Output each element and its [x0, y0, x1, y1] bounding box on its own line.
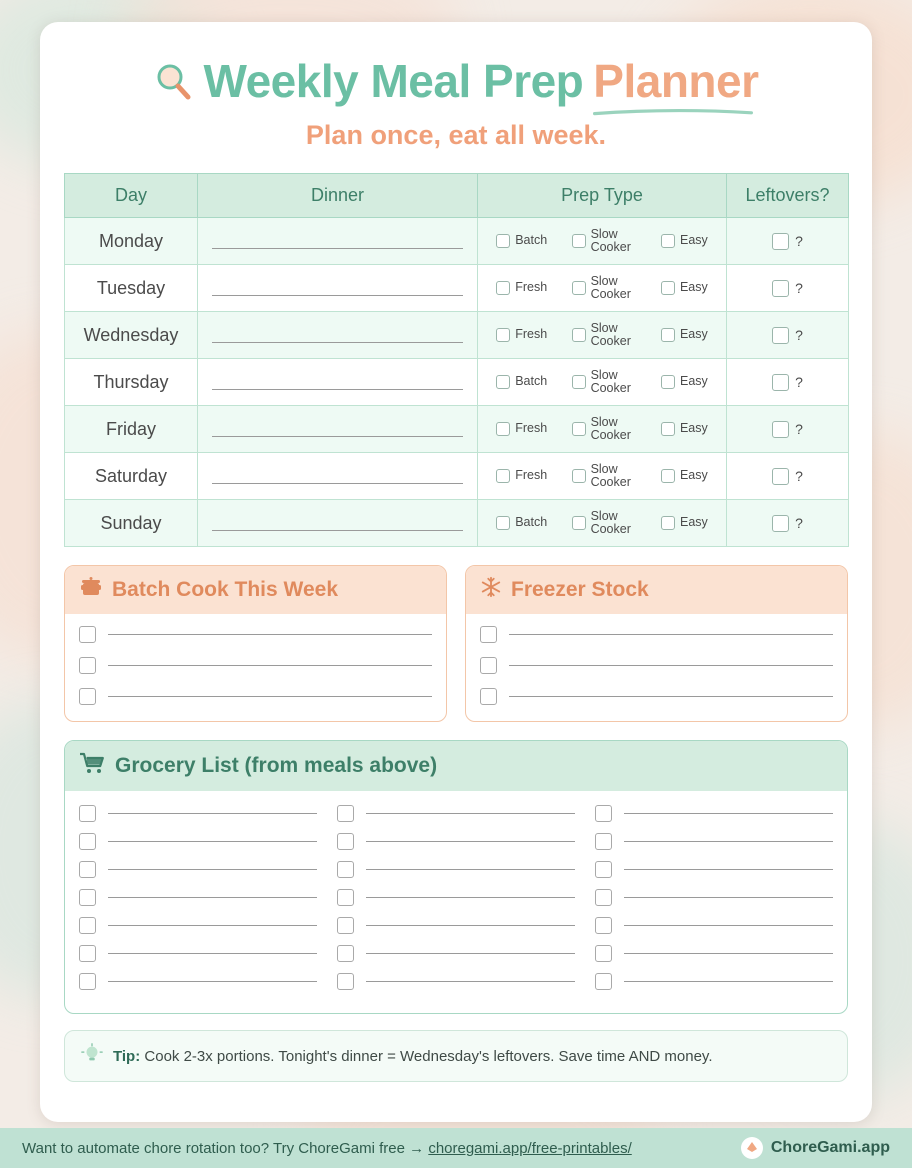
prep-option-label: Slow Cooker: [590, 320, 631, 348]
write-line: [509, 665, 833, 666]
write-line: [212, 389, 463, 390]
grocery-list-title: Grocery List (from meals above): [115, 754, 438, 777]
cart-icon: [79, 752, 105, 780]
leftovers-mark: ?: [795, 280, 803, 296]
write-line: [624, 869, 833, 870]
table-row: [65, 218, 849, 265]
checkbox-icon[interactable]: [337, 861, 354, 878]
prep-option-label: Fresh: [515, 468, 548, 483]
day-cell: Sunday: [65, 500, 198, 547]
checkbox-icon[interactable]: [772, 233, 789, 250]
write-line: [108, 813, 317, 814]
checkbox-icon[interactable]: [79, 889, 96, 906]
checkbox-icon[interactable]: [496, 328, 510, 342]
prep-option-label: Slow Cooker: [590, 273, 631, 301]
prep-option-label: Easy: [679, 374, 708, 389]
checkbox-icon[interactable]: [496, 281, 510, 295]
write-line: [366, 981, 575, 982]
prep-option-label: Easy: [679, 515, 708, 530]
leftovers-cell: [727, 406, 849, 453]
table-row: [65, 500, 849, 547]
grocery-list-panel: [64, 740, 848, 1014]
freezer-stock-panel: [465, 565, 848, 722]
prep-option[interactable]: [572, 369, 637, 395]
day-cell: Saturday: [65, 453, 198, 500]
dinner-input-cell[interactable]: [198, 406, 478, 453]
batch-cook-item[interactable]: [79, 657, 432, 674]
prep-type-cell: [478, 500, 727, 547]
checkbox-icon[interactable]: [595, 805, 612, 822]
title-accent-text: [593, 54, 758, 108]
checkbox-icon[interactable]: [661, 234, 675, 248]
grocery-item[interactable]: [79, 945, 317, 962]
header-dinner: Dinner: [198, 174, 478, 218]
write-line: [108, 696, 432, 697]
checkbox-icon[interactable]: [337, 833, 354, 850]
prep-option-label: Fresh: [515, 421, 548, 436]
prep-option[interactable]: [496, 516, 547, 530]
snowflake-icon: [480, 576, 502, 604]
batch-cook-lines: [65, 614, 446, 721]
grocery-item[interactable]: [79, 973, 317, 990]
write-line: [212, 295, 463, 296]
checkbox-icon[interactable]: [772, 374, 789, 391]
checkbox-icon[interactable]: [595, 973, 612, 990]
checkbox-icon[interactable]: [79, 945, 96, 962]
grocery-item[interactable]: [595, 861, 833, 878]
footer-promo: [22, 1140, 632, 1157]
prep-type-cell: [478, 359, 727, 406]
day-cell: Friday: [65, 406, 198, 453]
prep-option[interactable]: [661, 234, 708, 248]
pot-icon: [79, 576, 103, 604]
checkbox-icon[interactable]: [772, 515, 789, 532]
freezer-stock-item[interactable]: [480, 626, 833, 643]
prep-option[interactable]: [496, 469, 547, 483]
prep-option-label: Easy: [679, 468, 708, 483]
dinner-input-cell[interactable]: [198, 453, 478, 500]
title-accent-label: Planner: [593, 55, 759, 107]
checkbox-icon[interactable]: [79, 861, 96, 878]
leftovers-cell: [727, 312, 849, 359]
grocery-item[interactable]: [337, 889, 575, 906]
meal-planner-table: [64, 173, 849, 547]
grocery-item[interactable]: [337, 805, 575, 822]
prep-option-label: Fresh: [515, 327, 548, 342]
checkbox-icon[interactable]: [337, 889, 354, 906]
checkbox-icon[interactable]: [661, 516, 675, 530]
day-cell: Thursday: [65, 359, 198, 406]
checkbox-icon[interactable]: [572, 375, 586, 389]
header-prep-type: Prep Type: [478, 174, 727, 218]
choregami-mark-icon: [741, 1137, 763, 1159]
table-row: [65, 265, 849, 312]
prep-option-label: Easy: [679, 327, 708, 342]
checkbox-icon[interactable]: [572, 516, 586, 530]
grocery-item[interactable]: [79, 917, 317, 934]
prep-type-cell: [478, 453, 727, 500]
leftovers-cell: [727, 359, 849, 406]
leftovers-cell: [727, 265, 849, 312]
write-line: [624, 981, 833, 982]
prep-option-label: Batch: [515, 233, 548, 248]
write-line: [624, 953, 833, 954]
write-line: [108, 869, 317, 870]
freezer-stock-header: [466, 566, 847, 614]
checkbox-icon[interactable]: [595, 917, 612, 934]
grocery-item[interactable]: [595, 945, 833, 962]
checkbox-icon[interactable]: [79, 917, 96, 934]
grocery-item[interactable]: [79, 889, 317, 906]
checkbox-icon[interactable]: [661, 328, 675, 342]
grocery-item[interactable]: [595, 917, 833, 934]
day-cell: Monday: [65, 218, 198, 265]
grocery-item[interactable]: [79, 833, 317, 850]
checkbox-icon[interactable]: [480, 657, 497, 674]
freezer-stock-lines: [466, 614, 847, 721]
checkbox-icon[interactable]: [572, 469, 586, 483]
grocery-column: [337, 805, 575, 1001]
tip-label: Tip:: [113, 1047, 141, 1065]
checkbox-icon[interactable]: [79, 833, 96, 850]
grocery-column: [595, 805, 833, 1001]
checkbox-icon[interactable]: [572, 234, 586, 248]
checkbox-icon[interactable]: [480, 626, 497, 643]
write-line: [624, 897, 833, 898]
grocery-item[interactable]: [337, 861, 575, 878]
lightbulb-icon: [81, 1043, 103, 1069]
prep-option[interactable]: [661, 375, 708, 389]
prep-option[interactable]: [572, 510, 637, 536]
prep-option-label: Easy: [679, 280, 708, 295]
grocery-column: [79, 805, 317, 1001]
checkbox-icon[interactable]: [337, 805, 354, 822]
page-title: [64, 54, 848, 108]
prep-option-label: Fresh: [515, 280, 548, 295]
grocery-item[interactable]: [595, 889, 833, 906]
prep-option[interactable]: [661, 469, 708, 483]
table-row: [65, 453, 849, 500]
prep-option-label: Slow Cooker: [590, 508, 631, 536]
checkbox-icon[interactable]: [337, 973, 354, 990]
prep-option[interactable]: [496, 234, 547, 248]
checkbox-icon[interactable]: [595, 889, 612, 906]
write-line: [624, 841, 833, 842]
checkbox-icon[interactable]: [496, 234, 510, 248]
checkbox-icon[interactable]: [661, 375, 675, 389]
write-line: [108, 981, 317, 982]
checkbox-icon[interactable]: [772, 327, 789, 344]
prep-option[interactable]: [496, 375, 547, 389]
prep-option[interactable]: [661, 281, 708, 295]
checkbox-icon[interactable]: [337, 917, 354, 934]
write-line: [509, 634, 833, 635]
swoosh-underline-icon: [593, 108, 753, 116]
prep-type-cell: [478, 265, 727, 312]
checkbox-icon[interactable]: [79, 626, 96, 643]
footer-text: Want to automate chore rotation too? Try ChoreGami free →: [22, 1139, 425, 1157]
checkbox-icon[interactable]: [572, 422, 586, 436]
prep-option-label: Batch: [515, 515, 548, 530]
checkbox-icon[interactable]: [496, 469, 510, 483]
prep-option-label: Easy: [679, 421, 708, 436]
write-line: [366, 813, 575, 814]
prep-option-label: Slow Cooker: [590, 367, 631, 395]
dinner-input-cell[interactable]: [198, 500, 478, 547]
checkbox-icon[interactable]: [496, 375, 510, 389]
grocery-item[interactable]: [595, 973, 833, 990]
title-main-text: Weekly Meal Prep: [203, 55, 584, 107]
grocery-item[interactable]: [595, 805, 833, 822]
write-line: [212, 436, 463, 437]
tip-text: Cook 2-3x portions. Tonight's dinner = Wednesday's leftovers. Save time AND money.: [144, 1047, 713, 1065]
table-row: [65, 312, 849, 359]
prep-type-cell: [478, 218, 727, 265]
grocery-item[interactable]: [337, 833, 575, 850]
prep-option[interactable]: [661, 516, 708, 530]
prep-option[interactable]: [661, 328, 708, 342]
write-line: [108, 665, 432, 666]
header-leftovers: Leftovers?: [727, 174, 849, 218]
printable-page: [40, 22, 872, 1122]
prep-option[interactable]: [572, 228, 637, 254]
write-line: [212, 483, 463, 484]
leftovers-cell: [727, 218, 849, 265]
subtitle: Plan once, eat all week.: [305, 120, 607, 150]
prep-type-cell: [478, 406, 727, 453]
prep-option[interactable]: [496, 328, 547, 342]
dinner-input-cell[interactable]: [198, 265, 478, 312]
checkbox-icon[interactable]: [661, 281, 675, 295]
write-line: [108, 897, 317, 898]
prep-option[interactable]: [572, 322, 637, 348]
brand-logo[interactable]: [741, 1137, 890, 1159]
footer-bar: [0, 1128, 912, 1168]
checkbox-icon[interactable]: [661, 469, 675, 483]
checkbox-icon[interactable]: [595, 833, 612, 850]
leftovers-mark: ?: [795, 421, 803, 437]
checkbox-icon[interactable]: [772, 421, 789, 438]
prep-option-label: Slow Cooker: [590, 414, 631, 442]
grocery-item[interactable]: [595, 833, 833, 850]
checkbox-icon[interactable]: [572, 328, 586, 342]
write-line: [509, 696, 833, 697]
freezer-stock-title: Freezer Stock: [511, 578, 649, 601]
leftovers-mark: ?: [795, 327, 803, 343]
checkbox-icon[interactable]: [496, 516, 510, 530]
day-cell: Wednesday: [65, 312, 198, 359]
grocery-item[interactable]: [337, 917, 575, 934]
checkbox-icon[interactable]: [772, 280, 789, 297]
write-line: [366, 925, 575, 926]
checkbox-icon[interactable]: [595, 861, 612, 878]
grocery-list-header: [65, 741, 847, 791]
checkbox-icon[interactable]: [772, 468, 789, 485]
magnifier-icon: [153, 61, 193, 101]
dinner-input-cell[interactable]: [198, 218, 478, 265]
write-line: [212, 530, 463, 531]
leftovers-mark: ?: [795, 374, 803, 390]
prep-type-cell: [478, 312, 727, 359]
leftovers-mark: ?: [795, 515, 803, 531]
checkbox-icon[interactable]: [480, 688, 497, 705]
write-line: [366, 953, 575, 954]
leftovers-mark: ?: [795, 233, 803, 249]
write-line: [366, 897, 575, 898]
batch-cook-title: Batch Cook This Week: [112, 578, 338, 601]
table-row: [65, 406, 849, 453]
grocery-item[interactable]: [79, 861, 317, 878]
prep-option[interactable]: [496, 281, 547, 295]
dinner-input-cell[interactable]: [198, 359, 478, 406]
prep-option-label: Slow Cooker: [590, 461, 631, 489]
freezer-stock-item[interactable]: [480, 657, 833, 674]
prep-option[interactable]: [496, 422, 547, 436]
prep-option[interactable]: [661, 422, 708, 436]
checkbox-icon[interactable]: [79, 657, 96, 674]
leftovers-cell: [727, 500, 849, 547]
write-line: [108, 953, 317, 954]
footer-link[interactable]: choregami.app/free-printables/: [428, 1139, 632, 1157]
checkbox-icon[interactable]: [661, 422, 675, 436]
table-row: [65, 359, 849, 406]
leftovers-cell: [727, 453, 849, 500]
prep-option-label: Easy: [679, 233, 708, 248]
header-day: Day: [65, 174, 198, 218]
checkbox-icon[interactable]: [79, 805, 96, 822]
grocery-item[interactable]: [79, 805, 317, 822]
write-line: [108, 841, 317, 842]
batch-cook-panel: [64, 565, 447, 722]
prep-option[interactable]: [572, 275, 637, 301]
table-header-row: [65, 174, 849, 218]
checkbox-icon[interactable]: [572, 281, 586, 295]
prep-option-label: Batch: [515, 374, 548, 389]
tip-banner: [64, 1030, 848, 1082]
batch-cook-header: [65, 566, 446, 614]
checkbox-icon[interactable]: [79, 688, 96, 705]
checkbox-icon[interactable]: [595, 945, 612, 962]
write-line: [366, 869, 575, 870]
write-line: [108, 925, 317, 926]
checkbox-icon[interactable]: [337, 945, 354, 962]
batch-cook-item[interactable]: [79, 626, 432, 643]
dinner-input-cell[interactable]: [198, 312, 478, 359]
write-line: [624, 813, 833, 814]
write-line: [108, 634, 432, 635]
grocery-item[interactable]: [337, 973, 575, 990]
grocery-item[interactable]: [337, 945, 575, 962]
write-line: [366, 841, 575, 842]
brand-name: ChoreGami.app: [770, 1139, 890, 1156]
write-line: [212, 248, 463, 249]
batch-cook-item[interactable]: [79, 688, 432, 705]
prep-option-label: Slow Cooker: [590, 226, 631, 254]
freezer-stock-item[interactable]: [480, 688, 833, 705]
checkbox-icon[interactable]: [79, 973, 96, 990]
prep-option[interactable]: [572, 463, 637, 489]
checkbox-icon[interactable]: [496, 422, 510, 436]
write-line: [212, 342, 463, 343]
write-line: [624, 925, 833, 926]
day-cell: Tuesday: [65, 265, 198, 312]
prep-option[interactable]: [572, 416, 637, 442]
leftovers-mark: ?: [795, 468, 803, 484]
